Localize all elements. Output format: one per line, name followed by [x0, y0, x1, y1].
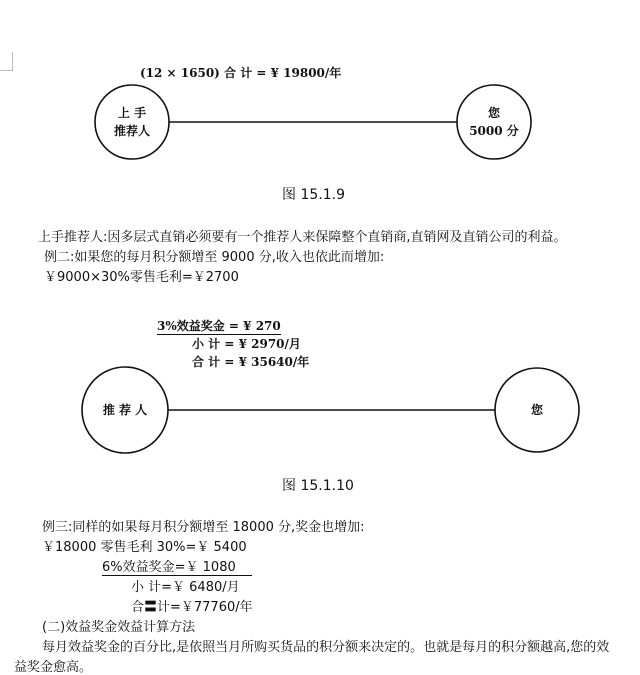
example2-calc: ￥9000×30%零售毛利=￥2700 [44, 270, 239, 285]
diagram2-total: 合 计 = ¥ 35640/年 [192, 355, 310, 369]
figure-caption-15-1-10: 图 15.1.10 [282, 478, 354, 494]
diagram2-left-node: 推 荐 人 [102, 403, 148, 417]
paragraph2-line2: 益奖金愈高。 [14, 660, 93, 675]
diagram2-bonus: 3%效益奖金 = ¥ 270 [157, 319, 281, 333]
diagram1-right-node-line1: 您 [487, 106, 500, 120]
diagram2-subtotal: 小 计 = ¥ 2970/月 [192, 337, 301, 351]
diagram1-formula: (12 × 1650) 合 计 = ¥ 19800/年 [140, 66, 342, 80]
example2-intro: 例二:如果您的每月积分额增至 9000 分,收入也依此而增加: [44, 250, 385, 265]
figure-caption-15-1-9: 图 15.1.9 [282, 187, 345, 203]
diagram2-bonus-line [157, 317, 281, 334]
diagram2-right-node: 您 [530, 403, 543, 417]
example3-subtotal: 小 计=￥ 6480/月 [131, 580, 240, 595]
example3-intro: 例三:同样的如果每月积分额增至 18000 分,奖金也增加: [42, 520, 365, 535]
paragraph-recommender: 上手推荐人:因多层式直销必须要有一个推荐人来保障整个直销商,直销网及直销公司的利益。 [38, 230, 567, 245]
section-heading: (二)效益奖金效益计算方法 [42, 620, 196, 635]
diagram1-left-node-line1: 上 手 [117, 106, 147, 120]
diagram1-left-node-line2: 推荐人 [113, 124, 150, 138]
diagram1-left-node [95, 104, 169, 140]
example3-retail: ￥18000 零售毛利 30%=￥ 5400 [42, 540, 247, 555]
example3-bonus: 6%效益奖金=￥ 1080 [102, 556, 252, 576]
diagram1-right-node-line2: 5000 分 [469, 124, 519, 138]
paragraph2-line1: 每月效益奖金的百分比,是依照当月所购买货品的积分额来决定的。也就是每月的积分额越高,您的效 [42, 640, 610, 655]
diagram1-right-node [457, 104, 531, 140]
example3-total: 合〓计=￥77760/年 [131, 600, 253, 615]
